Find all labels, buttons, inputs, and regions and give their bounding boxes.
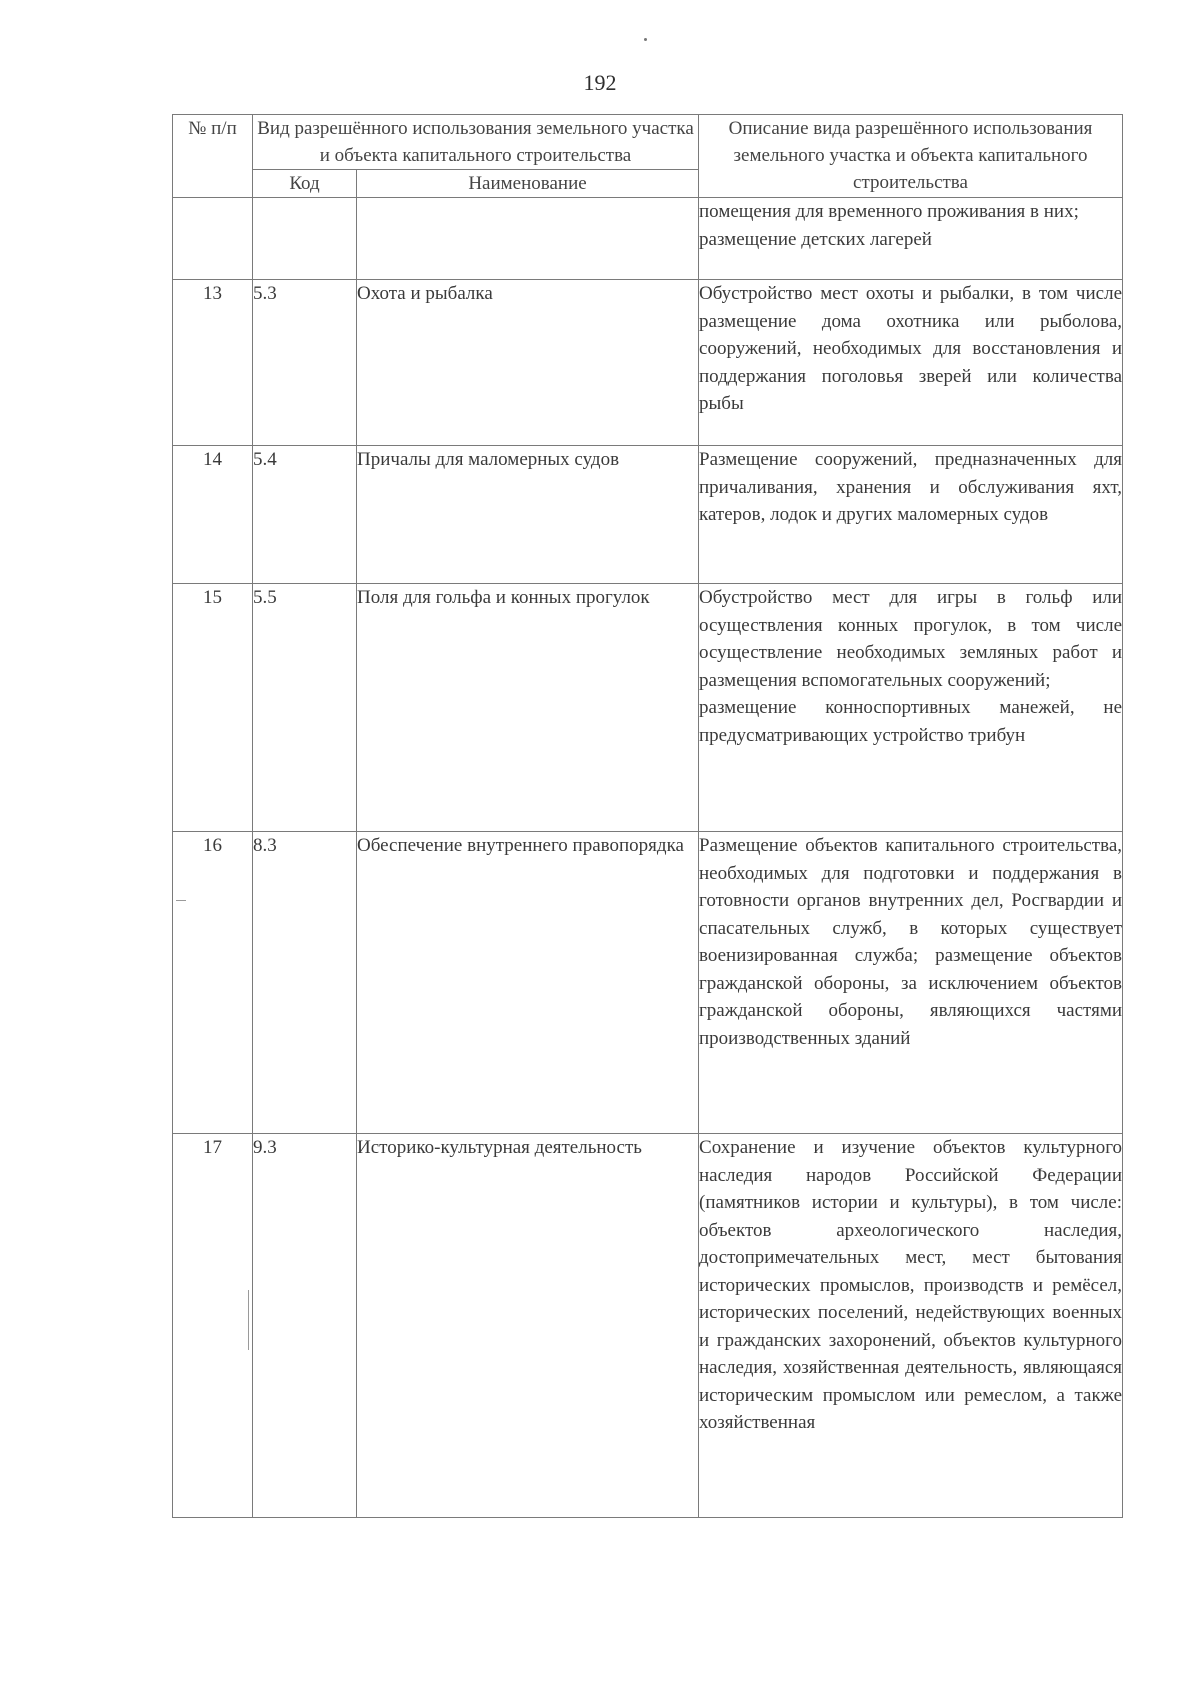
table-row <box>173 280 1123 446</box>
row-name: Историко-культурная деятельность <box>357 1134 699 1518</box>
row-number: 15 <box>173 584 253 832</box>
row-code: 5.5 <box>253 584 357 832</box>
description-paragraph: Размещение сооружений, предназначенных для причаливания, хранения и обслуживания яхт, катеров, лодок и других маломерных судов <box>699 449 1123 525</box>
row-description <box>699 832 1123 1134</box>
header-number: № п/п <box>173 115 253 198</box>
row-code: 5.3 <box>253 280 357 446</box>
row-code <box>253 198 357 280</box>
description-paragraph: размещение детских лагерей <box>699 228 932 250</box>
row-description <box>699 584 1123 832</box>
row-name: Поля для гольфа и конных прогулок <box>357 584 699 832</box>
row-code: 8.3 <box>253 832 357 1134</box>
page-number: 192 <box>583 70 617 95</box>
description-paragraph: помещения для временного проживания в них; <box>699 201 1079 222</box>
table-row <box>173 1134 1123 1518</box>
row-number: 16 <box>173 832 253 1134</box>
scan-speck <box>644 38 647 41</box>
description-paragraph: размещение конноспортивных манежей, не предусматривающих устройство трибун <box>699 697 1123 746</box>
table-row <box>173 584 1123 832</box>
row-number: 17 <box>173 1134 253 1518</box>
row-description <box>699 198 1123 280</box>
row-code: 9.3 <box>253 1134 357 1518</box>
row-description <box>699 280 1123 446</box>
description-paragraph: Обустройство мест для игры в гольф или осуществления конных прогулок, в том числе осуществление необходимых земляных работ и размещения вспомогательных сооружений; <box>699 587 1123 691</box>
land-use-table <box>172 114 1123 1518</box>
row-name: Причалы для маломерных судов <box>357 446 699 584</box>
row-name: Охота и рыбалка <box>357 280 699 446</box>
description-paragraph: Размещение объектов капитального строительства, необходимых для подготовки и поддержания в готовности органов внутренних дел, Росгвардии и спасательных служб, в которых существует военизированная служба; размещение объектов гражданской обороны, за исключением объектов гражданской обороны, являющихся частями производственных зданий <box>699 835 1123 1049</box>
header-code: Код <box>253 170 357 198</box>
header-name: Наименование <box>357 170 699 198</box>
row-name <box>357 198 699 280</box>
row-code: 5.4 <box>253 446 357 584</box>
description-paragraph: Сохранение и изучение объектов культурного наследия народов Российской Федерации (памятников истории и культуры), в том числе: объектов археологического наследия, достопримечательных мест, мест бытования исторических промыслов, производств и ремёсел, исторических поселений, недействующих военных и гражданских захоронений, объектов культурного наследия, хозяйственная деятельность, являющаяся историческим промыслом или ремеслом, а также хозяйственная <box>699 1137 1123 1433</box>
header-description: Описание вида разрешённого использования земельного участка и объекта капитального строительства <box>699 115 1123 198</box>
table-header <box>173 115 1123 198</box>
row-number <box>173 198 253 280</box>
row-description <box>699 446 1123 584</box>
scan-edge-mark <box>176 900 186 901</box>
table-row <box>173 832 1123 1134</box>
row-description <box>699 1134 1123 1518</box>
row-number: 13 <box>173 280 253 446</box>
row-number: 14 <box>173 446 253 584</box>
table-row <box>173 446 1123 584</box>
header-permitted-use: Вид разрешённого использования земельного участка и объекта капитального строительства <box>253 115 699 170</box>
table-row <box>173 198 1123 280</box>
description-paragraph: Обустройство мест охоты и рыбалки, в том числе размещение дома охотника или рыболова, сооружений, необходимых для восстановления и поддержания поголовья зверей или количества рыбы <box>699 283 1123 414</box>
scan-edge-mark <box>248 1290 249 1350</box>
row-name: Обеспечение внутреннего правопорядка <box>357 832 699 1134</box>
